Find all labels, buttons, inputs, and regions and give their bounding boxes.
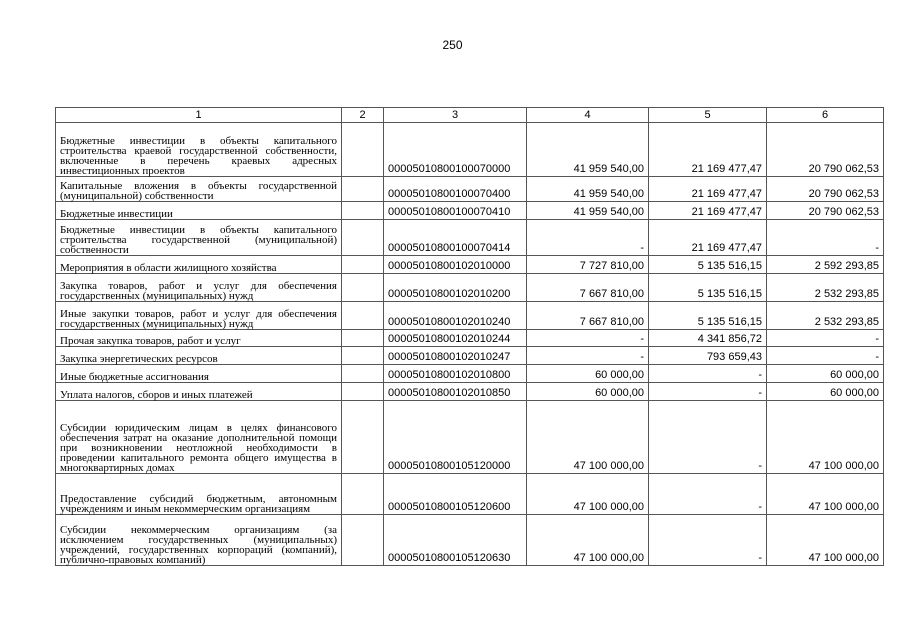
row-code: 00005010800102010850 — [384, 383, 527, 401]
table-row — [56, 401, 884, 474]
row-col2 — [342, 302, 384, 330]
row-name: Субсидии юридическим лицам в целях финансового обеспечения затрат на оказание дополнительной помощи при возникновении неотложной необходимости в проведении капитального ремонта общего имущества в многоквартирных домах — [56, 401, 342, 474]
row-name: Мероприятия в области жилищного хозяйства — [56, 256, 342, 274]
row-value-6: 60 000,00 — [767, 383, 884, 401]
row-value-5: 5 135 516,15 — [649, 256, 767, 274]
row-code: 00005010800102010200 — [384, 274, 527, 302]
row-value-4: 47 100 000,00 — [527, 515, 649, 566]
row-col2 — [342, 202, 384, 220]
row-code: 00005010800105120600 — [384, 474, 527, 515]
row-value-5: - — [649, 401, 767, 474]
table-row — [56, 220, 884, 256]
row-value-4: 7 727 810,00 — [527, 256, 649, 274]
row-value-5: 5 135 516,15 — [649, 274, 767, 302]
table-row — [56, 365, 884, 383]
row-value-5: 21 169 477,47 — [649, 202, 767, 220]
table-row — [56, 383, 884, 401]
row-col2 — [342, 330, 384, 347]
row-col2 — [342, 177, 384, 202]
table-row — [56, 474, 884, 515]
row-code: 00005010800100070000 — [384, 123, 527, 177]
row-value-4: - — [527, 330, 649, 347]
row-name: Капитальные вложения в объекты государственной (муниципальной) собственности — [56, 177, 342, 202]
row-value-6: 47 100 000,00 — [767, 474, 884, 515]
row-value-5: 21 169 477,47 — [649, 123, 767, 177]
row-name: Предоставление субсидий бюджетным, автономным учреждениям и иным некоммерческим организациям — [56, 474, 342, 515]
column-header-1: 1 — [56, 108, 342, 123]
row-code: 00005010800102010240 — [384, 302, 527, 330]
row-value-4: 41 959 540,00 — [527, 177, 649, 202]
column-header-2: 2 — [342, 108, 384, 123]
budget-table — [55, 107, 884, 566]
row-value-6: 20 790 062,53 — [767, 177, 884, 202]
row-name: Прочая закупка товаров, работ и услуг — [56, 330, 342, 347]
row-code: 00005010800102010247 — [384, 347, 527, 365]
row-value-4: 47 100 000,00 — [527, 401, 649, 474]
row-value-6: 20 790 062,53 — [767, 123, 884, 177]
row-name: Бюджетные инвестиции — [56, 202, 342, 220]
row-col2 — [342, 383, 384, 401]
row-value-6: - — [767, 347, 884, 365]
row-col2 — [342, 256, 384, 274]
row-value-5: 793 659,43 — [649, 347, 767, 365]
row-value-4: 7 667 810,00 — [527, 302, 649, 330]
column-header-6: 6 — [767, 108, 884, 123]
row-value-5: 21 169 477,47 — [649, 177, 767, 202]
table-row — [56, 123, 884, 177]
row-value-5: 4 341 856,72 — [649, 330, 767, 347]
row-value-6: 2 532 293,85 — [767, 274, 884, 302]
row-col2 — [342, 365, 384, 383]
row-value-4: 60 000,00 — [527, 365, 649, 383]
row-value-4: 7 667 810,00 — [527, 274, 649, 302]
row-code: 00005010800100070410 — [384, 202, 527, 220]
row-col2 — [342, 515, 384, 566]
row-value-4: 41 959 540,00 — [527, 123, 649, 177]
row-col2 — [342, 401, 384, 474]
row-col2 — [342, 123, 384, 177]
column-header-3: 3 — [384, 108, 527, 123]
row-col2 — [342, 474, 384, 515]
row-name: Субсидии некоммерческим организациям (за исключением государственных (муниципальных) учреждений, государственных корпораций (компаний), публично-правовых компаний) — [56, 515, 342, 566]
table-row — [56, 515, 884, 566]
row-code: 00005010800102010000 — [384, 256, 527, 274]
row-name: Закупка товаров, работ и услуг для обеспечения государственных (муниципальных) нужд — [56, 274, 342, 302]
row-value-5: - — [649, 365, 767, 383]
table-row — [56, 274, 884, 302]
row-value-6: 47 100 000,00 — [767, 515, 884, 566]
row-value-4: - — [527, 347, 649, 365]
row-value-5: 21 169 477,47 — [649, 220, 767, 256]
row-code: 00005010800100070414 — [384, 220, 527, 256]
row-value-5: - — [649, 515, 767, 566]
table-row — [56, 177, 884, 202]
row-value-6: - — [767, 330, 884, 347]
row-name: Бюджетные инвестиции в объекты капитального строительства краевой государственной собственности, включенные в перечень краевых адресных инвестиционных проектов — [56, 123, 342, 177]
row-value-4: 60 000,00 — [527, 383, 649, 401]
row-code: 00005010800105120000 — [384, 401, 527, 474]
row-value-6: 20 790 062,53 — [767, 202, 884, 220]
table-row — [56, 256, 884, 274]
row-value-4: 41 959 540,00 — [527, 202, 649, 220]
row-code: 00005010800100070400 — [384, 177, 527, 202]
table-row — [56, 202, 884, 220]
table-row — [56, 347, 884, 365]
row-col2 — [342, 274, 384, 302]
row-value-6: 47 100 000,00 — [767, 401, 884, 474]
row-value-6: 2 532 293,85 — [767, 302, 884, 330]
row-name: Закупка энергетических ресурсов — [56, 347, 342, 365]
row-value-5: 5 135 516,15 — [649, 302, 767, 330]
column-header-5: 5 — [649, 108, 767, 123]
table-row — [56, 302, 884, 330]
row-code: 00005010800102010244 — [384, 330, 527, 347]
row-name: Бюджетные инвестиции в объекты капитального строительства государственной (муниципальной) собственности — [56, 220, 342, 256]
row-value-6: 2 592 293,85 — [767, 256, 884, 274]
row-value-4: 47 100 000,00 — [527, 474, 649, 515]
row-value-5: - — [649, 383, 767, 401]
table-header-row — [56, 108, 884, 123]
row-code: 00005010800102010800 — [384, 365, 527, 383]
row-name: Уплата налогов, сборов и иных платежей — [56, 383, 342, 401]
page-number: 250 — [442, 38, 463, 52]
row-col2 — [342, 220, 384, 256]
row-value-6: - — [767, 220, 884, 256]
row-value-6: 60 000,00 — [767, 365, 884, 383]
row-name: Иные бюджетные ассигнования — [56, 365, 342, 383]
row-code: 00005010800105120630 — [384, 515, 527, 566]
row-value-5: - — [649, 474, 767, 515]
row-col2 — [342, 347, 384, 365]
row-value-4: - — [527, 220, 649, 256]
table-row — [56, 330, 884, 347]
column-header-4: 4 — [527, 108, 649, 123]
row-name: Иные закупки товаров, работ и услуг для обеспечения государственных (муниципальных) нужд — [56, 302, 342, 330]
